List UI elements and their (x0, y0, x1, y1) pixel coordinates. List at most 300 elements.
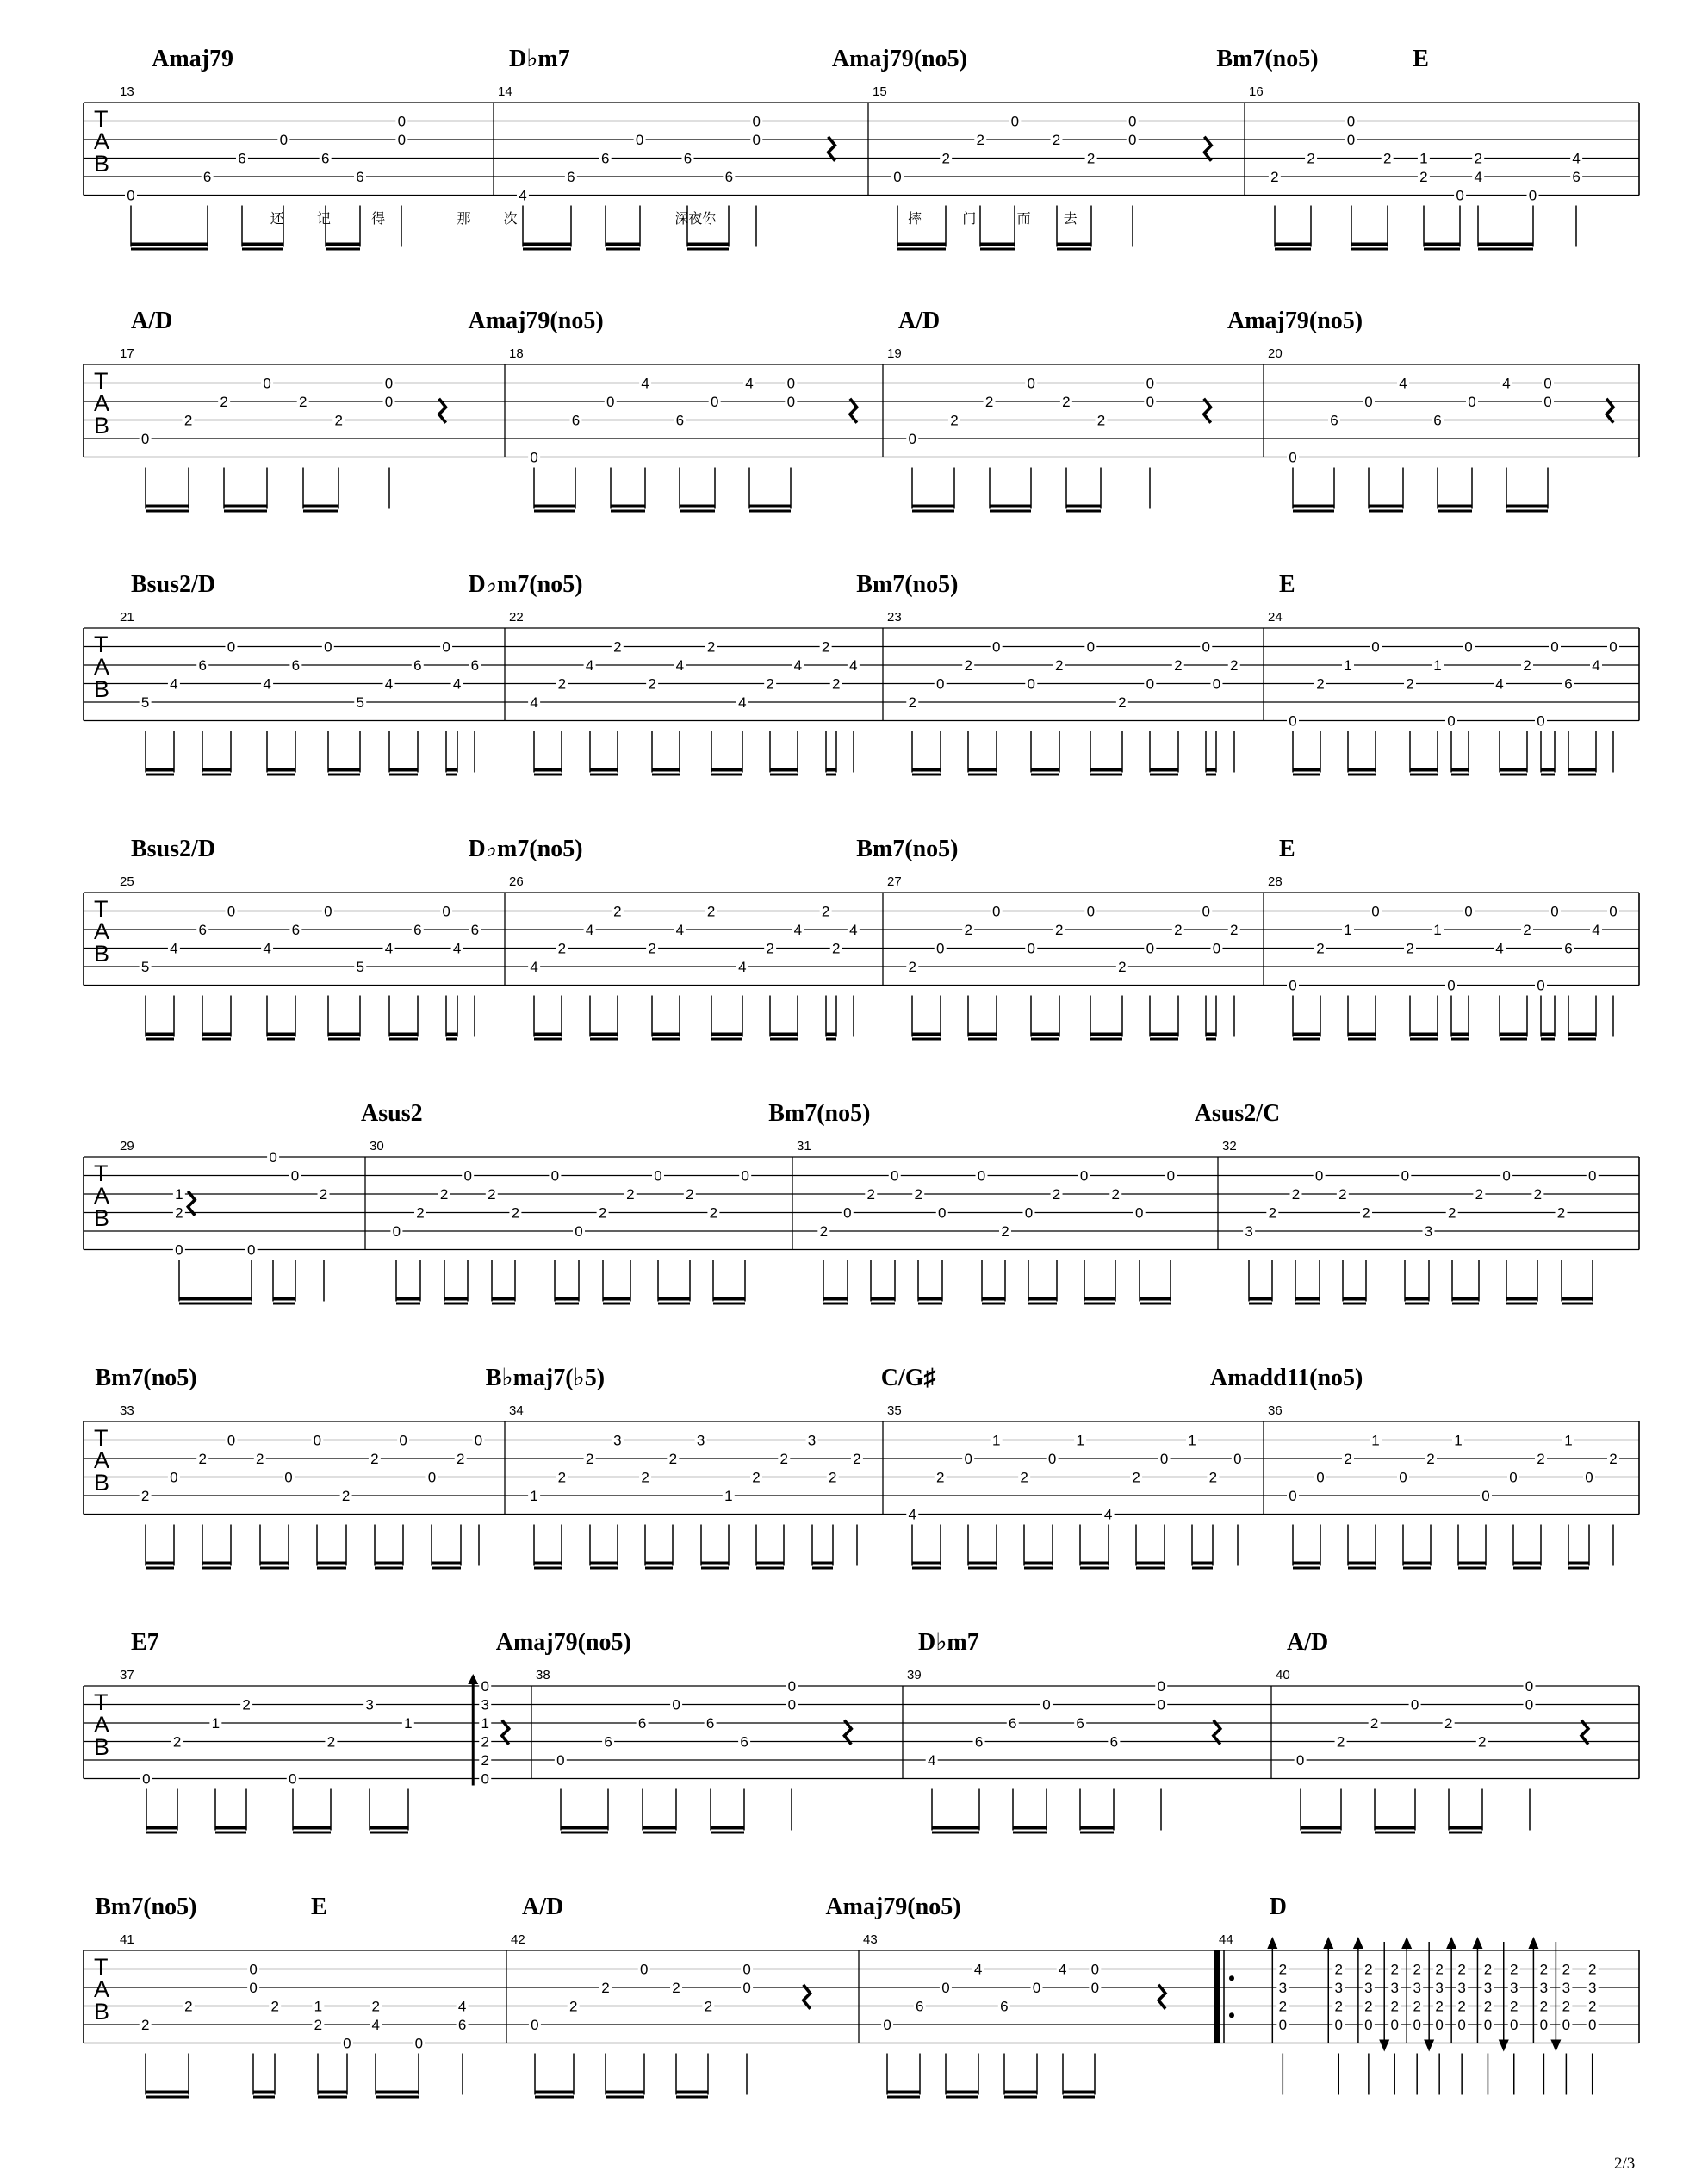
fret-number: 4 (1592, 922, 1600, 938)
fret-number: 4 (1502, 375, 1511, 392)
note-beam (1451, 774, 1469, 776)
chord-name: Bm7(no5) (768, 1100, 871, 1127)
fret-number: 1 (211, 1715, 220, 1732)
note-beam (1541, 768, 1555, 772)
note-beam (446, 1033, 457, 1036)
fret-number: 0 (279, 132, 289, 148)
note-beam (1150, 1033, 1178, 1036)
measure-number: 37 (120, 1668, 134, 1683)
fret-number: 2 (1447, 1204, 1456, 1222)
measure-number: 27 (887, 874, 902, 889)
fret-number: 0 (414, 2035, 424, 2052)
fret-number: 0 (1289, 449, 1297, 466)
note-beam (982, 1303, 1005, 1305)
fret-number: 2 (613, 903, 622, 920)
fret-number: 2 (319, 1186, 328, 1203)
fret-number: 0 (654, 1167, 662, 1185)
fret-number: 4 (675, 922, 685, 938)
note-beam (328, 1033, 360, 1036)
fret-number: 0 (1525, 1696, 1534, 1714)
note-beam (980, 243, 1015, 246)
measure-number: 30 (370, 1139, 384, 1154)
note-beam (389, 1033, 418, 1036)
fret-number: 2 (828, 1469, 837, 1486)
note-beam (1150, 768, 1178, 772)
note-beam (1513, 1562, 1541, 1565)
fret-number: 0 (1314, 1167, 1324, 1185)
fret-number: 1 (1419, 150, 1428, 167)
note-beam (606, 2096, 644, 2099)
fret-number: 1 (1344, 922, 1352, 938)
fret-number: 2 (831, 940, 841, 957)
quarter-rest (1581, 1720, 1588, 1745)
repeat-bar (1214, 1950, 1220, 2043)
note-beam (1541, 774, 1555, 776)
note-beam (611, 505, 645, 508)
quarter-rest (1214, 1720, 1220, 1745)
note-beam (1568, 1033, 1596, 1036)
fret-number: 2 (1336, 1733, 1345, 1751)
note-beam (1249, 1303, 1272, 1305)
fret-number: 0 (787, 1678, 797, 1695)
fret-number: 0 (935, 675, 945, 693)
fret-number: 2 (256, 1451, 264, 1467)
fret-number: 1 (1433, 922, 1442, 938)
fret-number: 2 (1556, 1204, 1566, 1222)
chord-name: Amaj79 (152, 46, 234, 72)
strum-down-arrow-icon (1379, 2040, 1389, 2052)
note-beam (1090, 768, 1122, 772)
note-beam (260, 1562, 289, 1565)
fret-number: 0 (1086, 638, 1096, 656)
tab-clef-letter: A (94, 654, 110, 680)
note-beam (267, 1038, 295, 1041)
quarter-rest (850, 399, 857, 423)
note-beam (590, 1033, 618, 1036)
fret-number: 2 (370, 1451, 379, 1467)
fret-number: 6 (1572, 169, 1581, 185)
note-beam (1293, 505, 1334, 508)
fret-number: 5 (140, 959, 150, 975)
fret-number: 0 (893, 169, 902, 185)
note-beam (871, 1297, 895, 1301)
note-beam (317, 1562, 346, 1565)
fret-number: 4 (1572, 150, 1581, 167)
fret-number: 6 (600, 150, 610, 167)
fret-number: 2 (1062, 394, 1071, 410)
note-beam (1293, 1567, 1320, 1570)
fret-number: 4 (585, 922, 594, 938)
fret-number: 0 (1588, 1167, 1597, 1185)
note-beam (658, 1303, 690, 1305)
fret-number: 2 (866, 1186, 876, 1203)
note-beam (652, 774, 680, 776)
fret-number: 4 (452, 675, 462, 693)
fret-number: 2 (1533, 1186, 1543, 1203)
chord-name: E (1279, 571, 1295, 598)
note-beam (756, 1562, 784, 1565)
fret-number: 2 (976, 132, 985, 148)
fret-number: 0 (1334, 2017, 1343, 2033)
fret-number: 0 (284, 1469, 293, 1486)
fret-number: 2 (1270, 169, 1279, 185)
fret-number: 0 (752, 132, 761, 148)
note-beam (561, 1826, 608, 1830)
lyric-text: 摔 (908, 210, 922, 227)
note-beam (1301, 1832, 1341, 1834)
fret-number: 0 (427, 1469, 437, 1486)
fret-number: 0 (672, 1696, 680, 1714)
note-beam (1410, 1038, 1438, 1041)
note-beam (1140, 1303, 1171, 1305)
note-beam (1293, 1038, 1320, 1041)
tab-clef-letter: T (94, 1160, 109, 1186)
fret-number: 3 (1413, 1980, 1421, 1996)
fret-number: 0 (175, 1241, 183, 1259)
fret-number: 0 (1159, 1451, 1169, 1467)
note-beam (1410, 768, 1438, 772)
fret-number: 6 (1009, 1715, 1017, 1732)
strum-up-arrow-icon (1446, 1937, 1456, 1949)
note-beam (1293, 510, 1334, 513)
fret-number: 2 (1370, 1715, 1379, 1732)
note-beam (215, 1832, 246, 1834)
fret-number: 2 (1278, 1998, 1288, 2015)
note-beam (645, 1562, 673, 1565)
fret-number: 6 (1433, 412, 1442, 429)
fret-number: 1 (1076, 1432, 1084, 1449)
note-beam (1438, 505, 1472, 508)
note-beam (1506, 510, 1548, 513)
fret-number: 0 (397, 113, 407, 130)
note-beam (1451, 1038, 1469, 1041)
fret-number: 2 (1474, 150, 1482, 167)
fret-number: 2 (334, 412, 344, 429)
tab-clef-letter: B (94, 413, 110, 439)
note-beam (680, 505, 715, 508)
note-beam (432, 1567, 461, 1570)
fret-number: 4 (384, 940, 394, 957)
note-beam (611, 510, 645, 513)
fret-number: 4 (585, 657, 594, 674)
measure-number: 34 (509, 1403, 524, 1418)
fret-number: 2 (1478, 1733, 1487, 1751)
fret-number: 0 (710, 394, 719, 410)
fret-number: 0 (1364, 394, 1373, 410)
fret-number: 0 (941, 1980, 950, 1996)
fret-number: 2 (1444, 1715, 1453, 1732)
measure-number: 42 (511, 1932, 525, 1947)
fret-number: 1 (1344, 657, 1352, 674)
fret-number: 0 (1587, 2017, 1597, 2033)
fret-number: 2 (1539, 1961, 1549, 1978)
fret-number: 0 (1550, 638, 1559, 656)
fret-number: 2 (557, 675, 567, 693)
note-beam (1403, 1562, 1431, 1565)
note-beam (267, 768, 295, 772)
note-beam (303, 510, 338, 513)
note-beam (1013, 1826, 1047, 1830)
fret-number: 2 (1587, 1998, 1597, 2015)
fret-number: 2 (1316, 940, 1325, 957)
fret-number: 2 (1483, 1998, 1493, 2015)
fret-number: 2 (456, 1451, 465, 1467)
fret-number: 3 (807, 1432, 817, 1449)
note-beam (912, 505, 954, 508)
fret-number: 1 (991, 1432, 1001, 1449)
note-beam (389, 1038, 418, 1041)
fret-number: 1 (314, 1998, 323, 2015)
chord-name: E7 (131, 1629, 159, 1656)
fret-number: 6 (675, 412, 685, 429)
fret-number: 2 (613, 638, 622, 656)
note-beam (643, 1832, 676, 1834)
note-beam (1063, 2096, 1095, 2099)
note-beam (1500, 1038, 1527, 1041)
note-beam (897, 248, 946, 251)
tab-clef-letter: T (94, 1425, 109, 1451)
tab-clef-letter: A (94, 1447, 110, 1473)
note-beam (1024, 1562, 1053, 1565)
quarter-rest (188, 1191, 195, 1216)
note-beam (946, 2091, 978, 2094)
chord-name: Asus2/C (1194, 1100, 1281, 1127)
fret-number: 2 (1174, 922, 1183, 938)
note-beam (534, 505, 575, 508)
note-beam (1206, 1033, 1216, 1036)
measure-number: 16 (1249, 84, 1264, 99)
fret-number: 2 (984, 394, 994, 410)
fret-number: 2 (1413, 1961, 1421, 1978)
fret-number: 2 (686, 1186, 694, 1203)
note-beam (1249, 1297, 1272, 1301)
quarter-rest (502, 1720, 509, 1745)
note-beam (990, 510, 1031, 513)
note-beam (561, 1832, 608, 1834)
note-beam (676, 2091, 708, 2094)
note-beam (375, 1562, 403, 1565)
lyric-text: 门 (962, 210, 977, 227)
fret-number: 3 (1424, 1223, 1433, 1240)
fret-number: 2 (1291, 1186, 1301, 1203)
note-beam (680, 510, 715, 513)
note-beam (826, 1033, 836, 1036)
fret-number: 0 (635, 132, 644, 148)
note-beam (224, 505, 267, 508)
fret-number: 1 (404, 1715, 413, 1732)
note-beam (1410, 774, 1438, 776)
fret-number: 0 (550, 1167, 560, 1185)
fret-number: 0 (290, 1167, 300, 1185)
note-beam (1090, 1038, 1122, 1041)
note-beam (534, 1567, 562, 1570)
note-beam (534, 1562, 562, 1565)
fret-number: 0 (937, 1204, 947, 1222)
note-beam (523, 243, 571, 246)
fret-number: 0 (1543, 375, 1552, 392)
note-beam (1500, 774, 1527, 776)
fret-number: 1 (1454, 1432, 1463, 1449)
strum-down-arrow-icon (1499, 2040, 1509, 2052)
fret-number: 0 (1146, 394, 1155, 410)
chord-name: Amaj79(no5) (495, 1629, 631, 1656)
fret-number: 0 (977, 1167, 986, 1185)
measure-number: 20 (1268, 346, 1283, 361)
measure-number: 15 (873, 84, 887, 99)
note-beam (826, 774, 836, 776)
fret-number: 4 (1592, 657, 1600, 674)
note-beam (1192, 1567, 1213, 1570)
note-beam (1090, 774, 1122, 776)
fret-number: 0 (1289, 977, 1297, 994)
note-beam (146, 2091, 189, 2094)
note-beam (303, 505, 338, 508)
note-beam (534, 1033, 562, 1036)
fret-number: 2 (598, 1204, 607, 1222)
note-beam (1568, 1567, 1589, 1570)
chord-name: Amadd11(no5) (1210, 1365, 1363, 1391)
fret-number: 0 (1371, 638, 1380, 656)
note-beam (687, 248, 729, 251)
note-beam (1513, 1567, 1541, 1570)
measure-number: 21 (120, 610, 134, 625)
note-beam (1506, 1297, 1537, 1301)
fret-number: 0 (1212, 940, 1221, 957)
note-beam (1452, 1303, 1479, 1305)
fret-number: 0 (1543, 394, 1552, 410)
fret-number: 0 (843, 1204, 852, 1222)
note-beam (1500, 768, 1527, 772)
note-beam (1451, 768, 1469, 772)
note-beam (1348, 1033, 1376, 1036)
fret-number: 0 (1212, 675, 1221, 693)
fret-number: 3 (696, 1432, 705, 1449)
strum-up-arrow-icon (1472, 1937, 1482, 1949)
note-beam (253, 2091, 275, 2094)
fret-number: 6 (571, 412, 581, 429)
fret-number: 4 (641, 375, 649, 392)
note-beam (535, 2091, 574, 2094)
fret-number: 1 (1371, 1432, 1380, 1449)
note-beam (701, 1567, 729, 1570)
fret-number: 2 (1052, 1186, 1061, 1203)
note-beam (1348, 1562, 1376, 1565)
fret-number: 2 (766, 675, 774, 693)
fret-number: 4 (1103, 1506, 1113, 1523)
fret-number: 0 (1447, 712, 1456, 730)
note-beam (676, 2096, 708, 2099)
fret-number: 0 (575, 1223, 583, 1240)
fret-number: 3 (1334, 1980, 1343, 1996)
note-beam (202, 774, 231, 776)
tab-clef-letter: T (94, 106, 109, 132)
fret-number: 2 (672, 1980, 680, 1996)
measure-number: 19 (887, 346, 902, 361)
note-beam (146, 1567, 174, 1570)
tab-clef-letter: A (94, 918, 110, 944)
lyric-text: 而 (1016, 210, 1031, 227)
measure-number: 13 (120, 84, 134, 99)
note-beam (711, 1826, 744, 1830)
note-beam (1004, 2096, 1037, 2099)
note-beam (823, 1303, 848, 1305)
quarter-rest (439, 399, 446, 423)
fret-number: 2 (1406, 940, 1414, 957)
fret-number: 2 (1230, 657, 1239, 674)
fret-number: 2 (1278, 1961, 1288, 1978)
fret-number: 3 (481, 1696, 489, 1714)
fret-number: 0 (474, 1432, 483, 1449)
chord-name: D♭m7 (918, 1629, 979, 1656)
fret-number: 4 (745, 375, 754, 392)
note-beam (770, 1038, 798, 1041)
fret-number: 2 (439, 1186, 449, 1203)
note-beam (328, 774, 360, 776)
fret-number: 4 (519, 187, 527, 204)
note-beam (1275, 248, 1311, 251)
fret-number: 0 (1346, 132, 1356, 148)
fret-number: 2 (1096, 412, 1106, 429)
lyric-text: 去 (1063, 210, 1078, 227)
fret-number: 2 (709, 1204, 718, 1222)
fret-number: 2 (1406, 675, 1414, 693)
note-beam (590, 1567, 618, 1570)
fret-number: 2 (557, 940, 567, 957)
quarter-rest (1606, 399, 1613, 423)
note-beam (1438, 510, 1472, 513)
note-beam (1405, 1303, 1429, 1305)
note-beam (446, 774, 457, 776)
fret-number: 0 (1166, 1167, 1176, 1185)
note-beam (1057, 243, 1091, 246)
fret-number: 1 (175, 1186, 183, 1203)
fret-number: 0 (227, 903, 236, 920)
note-beam (603, 1303, 630, 1305)
fret-number: 2 (326, 1733, 336, 1751)
note-beam (1369, 510, 1403, 513)
chord-name: C/G♯ (880, 1365, 936, 1391)
quarter-rest (829, 137, 835, 161)
fret-number: 2 (1118, 694, 1127, 711)
note-beam (1063, 2091, 1095, 2094)
fret-number: 2 (183, 412, 193, 429)
note-beam (968, 1038, 997, 1041)
fret-number: 2 (1230, 922, 1239, 938)
fret-number: 0 (324, 638, 332, 656)
fret-number: 2 (488, 1186, 496, 1203)
fret-number: 2 (766, 940, 774, 957)
note-beam (590, 768, 618, 772)
fret-number: 2 (511, 1204, 520, 1222)
note-beam (1031, 774, 1059, 776)
fret-number: 0 (1364, 2017, 1373, 2033)
fret-number: 0 (140, 431, 150, 447)
chord-name: A/D (898, 308, 941, 334)
note-beam (202, 1562, 231, 1565)
fret-number: 2 (270, 1998, 279, 2015)
fret-number: 2 (1334, 1961, 1343, 1978)
measure-number: 23 (887, 610, 902, 625)
fret-number: 0 (1295, 1752, 1305, 1769)
note-beam (643, 1826, 676, 1830)
fret-number: 6 (567, 169, 575, 185)
fret-number: 0 (1027, 675, 1036, 693)
fret-number: 2 (1523, 922, 1531, 938)
note-beam (202, 768, 231, 772)
fret-number: 0 (991, 638, 1001, 656)
note-beam (968, 1033, 997, 1036)
note-beam (1013, 1832, 1047, 1834)
